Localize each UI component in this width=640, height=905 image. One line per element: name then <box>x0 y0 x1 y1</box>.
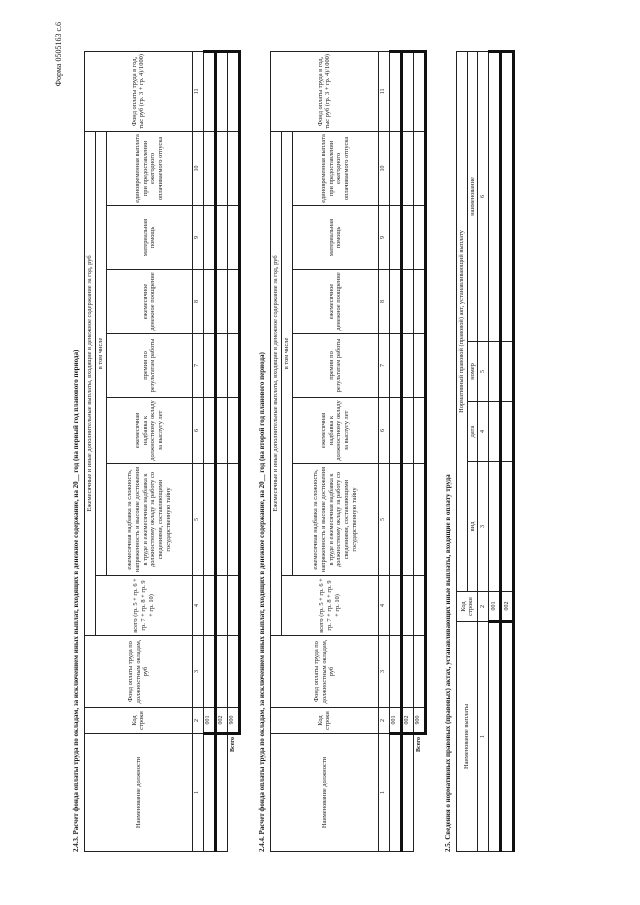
header-code: Код строки <box>85 708 193 734</box>
header-group: Ежемесячные и иные дополнительные выплаты, входящие в денежное содержание за год, руб <box>85 131 96 635</box>
cell-value[interactable] <box>215 398 227 464</box>
total-value[interactable] <box>413 334 425 398</box>
cell-value[interactable] <box>501 51 514 341</box>
header-total: всего (гр. 5 + гр. 6 + гр. 7 + гр. 8 + гр. 9 + гр. 10) <box>96 576 193 636</box>
total-value[interactable] <box>227 51 239 131</box>
cell-value[interactable] <box>389 398 401 464</box>
header-c11: Фонд оплаты труда в год, тыс руб (гр. 3 + гр. 4)/1000) <box>271 51 379 131</box>
cell-value[interactable] <box>389 576 401 636</box>
cell-value[interactable] <box>501 402 514 462</box>
total-value[interactable] <box>413 576 425 636</box>
col-num: 2 <box>478 592 489 622</box>
total-value[interactable] <box>227 576 239 636</box>
cell-value[interactable] <box>203 398 215 464</box>
table-2-5 <box>456 50 515 852</box>
table-row <box>489 51 501 851</box>
row-code: 001 <box>203 708 215 734</box>
col-num: 10 <box>192 131 203 205</box>
header-fot: Фонд оплаты труда по должностным окладам, руб <box>85 636 193 708</box>
total-value[interactable] <box>227 334 239 398</box>
section-2-4-4-title: 2.4.4. Расчет фонда оплаты труда по окладам, за исключением иных выплат, входящих в денежное содержание, на 20__ год (на второй год планового периода) <box>258 352 266 852</box>
col-num: 5 <box>478 342 489 402</box>
header-c8: ежемесячное денежное поощрение <box>292 270 378 334</box>
col-num: 6 <box>478 51 489 341</box>
cell-name[interactable] <box>203 734 215 852</box>
col-num: 3 <box>378 636 389 708</box>
header-title: наименование <box>467 51 478 341</box>
cell-value[interactable] <box>203 270 215 334</box>
cell-value[interactable] <box>203 576 215 636</box>
cell-value[interactable] <box>489 342 501 402</box>
total-value[interactable] <box>227 398 239 464</box>
header-incl: в том числе <box>282 131 293 575</box>
cell-value[interactable] <box>215 206 227 270</box>
header-c6: ежемесячная надбавка к должностному окладу за выслугу лет <box>106 398 192 464</box>
cell-payment-name[interactable] <box>501 622 514 852</box>
col-num: 6 <box>192 398 203 464</box>
table-2-4-3 <box>84 50 241 852</box>
header-c10: единовременная выплата при предоставлении ежегодного оплачиваемого отпуска <box>292 131 378 205</box>
cell-value[interactable] <box>203 51 215 131</box>
row-code: 002 <box>215 708 227 734</box>
cell-value[interactable] <box>389 206 401 270</box>
total-row <box>413 51 425 851</box>
col-num: 5 <box>192 464 203 576</box>
total-code: 900 <box>227 708 239 734</box>
table-row <box>389 51 401 851</box>
form-sheet <box>50 22 610 852</box>
cell-value[interactable] <box>215 131 227 205</box>
cell-value[interactable] <box>215 464 227 576</box>
cell-name[interactable] <box>215 734 227 852</box>
header-act: Нормативный правовой (правовой) акт, устанавливающий выплату <box>457 51 468 591</box>
header-c8: ежемесячное денежное поощрение <box>106 270 192 334</box>
cell-value[interactable] <box>203 334 215 398</box>
table-row <box>215 51 227 851</box>
col-num: 4 <box>378 576 389 636</box>
total-value[interactable] <box>227 131 239 205</box>
cell-value[interactable] <box>215 576 227 636</box>
header-c7: премии по результатам работы <box>106 334 192 398</box>
header-name: Наименование должности <box>85 734 193 852</box>
cell-value[interactable] <box>389 51 401 131</box>
form-id: Форма 0505163 с.6 <box>54 22 63 87</box>
col-num: 3 <box>478 462 489 592</box>
header-c5: ежемесячная надбавка за сложность, напряженность и высокие достижения в труде и ежемесячная надбавка к должностному окладу за работу со сведениями, составляющими государственную тайну <box>106 464 192 576</box>
col-num: 10 <box>378 131 389 205</box>
header-c9: материальная помощь <box>106 206 192 270</box>
header-payment-name: Наименование выплаты <box>457 622 478 852</box>
total-value[interactable] <box>227 636 239 708</box>
cell-name[interactable] <box>389 734 401 852</box>
cell-value[interactable] <box>401 464 413 576</box>
total-value[interactable] <box>413 464 425 576</box>
row-code: 001 <box>489 592 501 622</box>
cell-value[interactable] <box>401 398 413 464</box>
cell-value[interactable] <box>389 636 401 708</box>
cell-value[interactable] <box>489 51 501 341</box>
table-row <box>501 51 514 851</box>
cell-value[interactable] <box>389 270 401 334</box>
header-c5: ежемесячная надбавка за сложность, напряженность и высокие достижения в труде и ежемесячная надбавка к должностному окладу за работу со сведениями, составляющими государственную тайну <box>292 464 378 576</box>
section-2-4-3-title: 2.4.3. Расчет фонда оплаты труда по окладам, за исключением иных выплат, входящих в денежное содержание, на 20__ год (на первый год планового периода) <box>72 349 80 852</box>
total-label: Всего <box>415 737 422 752</box>
col-num: 4 <box>478 402 489 462</box>
total-row <box>227 51 239 851</box>
col-num: 8 <box>378 270 389 334</box>
total-value[interactable] <box>413 206 425 270</box>
header-vid: вид <box>467 462 478 592</box>
col-num: 11 <box>378 51 389 131</box>
header-incl: в том числе <box>96 131 107 575</box>
col-num: 1 <box>378 734 389 852</box>
col-num: 1 <box>192 734 203 852</box>
cell-value[interactable] <box>401 334 413 398</box>
total-code: 900 <box>413 708 425 734</box>
col-num: 9 <box>378 206 389 270</box>
total-value[interactable] <box>227 464 239 576</box>
cell-value[interactable] <box>401 131 413 205</box>
total-value[interactable] <box>227 206 239 270</box>
header-c9: материальная помощь <box>292 206 378 270</box>
header-total: всего (гр. 5 + гр. 6 + гр. 7 + гр. 8 + гр. 9 + гр. 10) <box>282 576 379 636</box>
cell-value[interactable] <box>203 131 215 205</box>
cell-value[interactable] <box>203 206 215 270</box>
total-value[interactable] <box>413 270 425 334</box>
cell-value[interactable] <box>401 206 413 270</box>
cell-value[interactable] <box>203 464 215 576</box>
cell-value[interactable] <box>489 402 501 462</box>
header-date: дата <box>467 402 478 462</box>
col-num: 5 <box>378 464 389 576</box>
cell-value[interactable] <box>203 636 215 708</box>
header-c11: Фонд оплаты труда в год, тыс руб (гр. 3 + гр. 4)/1000) <box>85 51 193 131</box>
col-num: 9 <box>192 206 203 270</box>
cell-value[interactable] <box>401 270 413 334</box>
header-number: номер <box>467 342 478 402</box>
cell-value[interactable] <box>501 342 514 402</box>
col-num: 8 <box>192 270 203 334</box>
total-value[interactable] <box>413 636 425 708</box>
col-num: 2 <box>378 708 389 734</box>
cell-value[interactable] <box>215 270 227 334</box>
cell-value[interactable] <box>401 576 413 636</box>
cell-value[interactable] <box>215 51 227 131</box>
table-row <box>401 51 413 851</box>
cell-value[interactable] <box>401 636 413 708</box>
cell-value[interactable] <box>389 334 401 398</box>
cell-value[interactable] <box>215 334 227 398</box>
col-num: 11 <box>192 51 203 131</box>
cell-value[interactable] <box>501 462 514 592</box>
cell-value[interactable] <box>389 464 401 576</box>
col-num: 4 <box>192 576 203 636</box>
col-num: 6 <box>378 398 389 464</box>
header-c10: единовременная выплата при предоставлении ежегодного оплачиваемого отпуска <box>106 131 192 205</box>
total-value[interactable] <box>413 398 425 464</box>
total-value[interactable] <box>413 51 425 131</box>
col-num: 1 <box>478 622 489 852</box>
total-value[interactable] <box>413 131 425 205</box>
table-2-4-4 <box>270 50 427 852</box>
header-c6: ежемесячная надбавка к должностному окладу за выслугу лет <box>292 398 378 464</box>
row-code: 001 <box>389 708 401 734</box>
total-label: Всего <box>229 737 236 752</box>
cell-value[interactable] <box>401 51 413 131</box>
cell-value[interactable] <box>389 131 401 205</box>
header-c7: премии по результатам работы <box>292 334 378 398</box>
col-num: 7 <box>192 334 203 398</box>
table-row <box>203 51 215 851</box>
row-code: 002 <box>501 592 514 622</box>
section-2-5-title: 2.5. Сведения о нормативных правовых (правовых) актах, устанавливающих иные выплаты, входящие в оплату труда <box>444 474 452 852</box>
col-num: 7 <box>378 334 389 398</box>
header-code: Код строки <box>271 708 379 734</box>
total-value[interactable] <box>227 270 239 334</box>
col-num: 3 <box>192 636 203 708</box>
row-code: 002 <box>401 708 413 734</box>
header-code: Код строки <box>457 592 478 622</box>
cell-payment-name[interactable] <box>489 622 501 852</box>
cell-value[interactable] <box>215 636 227 708</box>
col-num: 2 <box>192 708 203 734</box>
header-group: Ежемесячные и иные дополнительные выплаты, входящие в денежное содержание за год, руб <box>271 131 282 635</box>
cell-name[interactable] <box>401 734 413 852</box>
header-fot: Фонд оплаты труда по должностным окладам, руб <box>271 636 379 708</box>
cell-value[interactable] <box>489 462 501 592</box>
header-name: Наименование должности <box>271 734 379 852</box>
